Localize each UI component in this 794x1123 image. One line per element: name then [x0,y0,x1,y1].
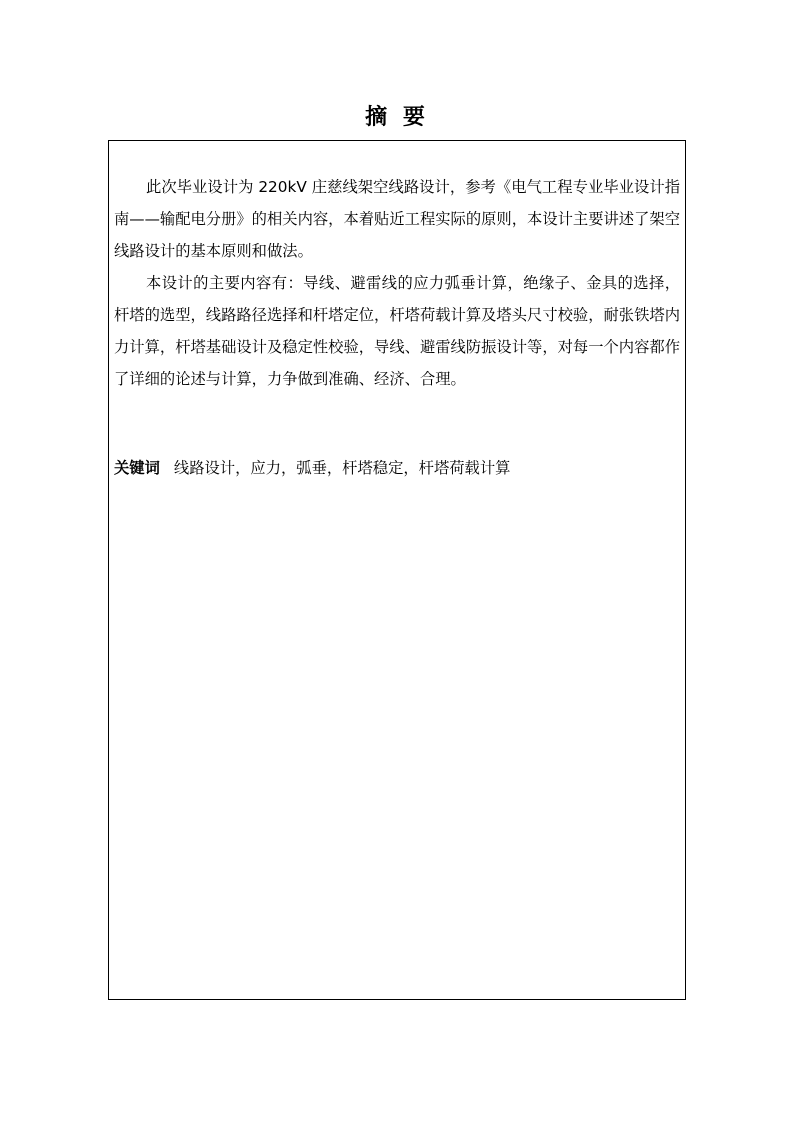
abstract-paragraph-1: 此次毕业设计为 220kV 庄慈线架空线路设计，参考《电气工程专业毕业设计指南——输配电分册》的相关内容，本着贴近工程实际的原则，本设计主要讲述了架空线路设计的基本原则和做法。 [114,178,680,260]
keywords-text: 线路设计，应力，弧垂，杆塔稳定，杆塔荷载计算 [173,459,511,477]
keywords-line [114,452,680,484]
abstract-paragraph-2: 本设计的主要内容有：导线、避雷线的应力弧垂计算，绝缘子、金具的选择，杆塔的选型，线路路径选择和杆塔定位，杆塔荷载计算及塔头尺寸校验，耐张铁塔内力计算，杆塔基础设计及稳定性校验，导线、避雷线防振设计等，对每一个内容都作了详细的论述与计算，力争做到准确、经济、合理。 [114,274,680,388]
page-title: 摘 要 [365,105,429,130]
keywords-label: 关键词 [114,459,160,477]
